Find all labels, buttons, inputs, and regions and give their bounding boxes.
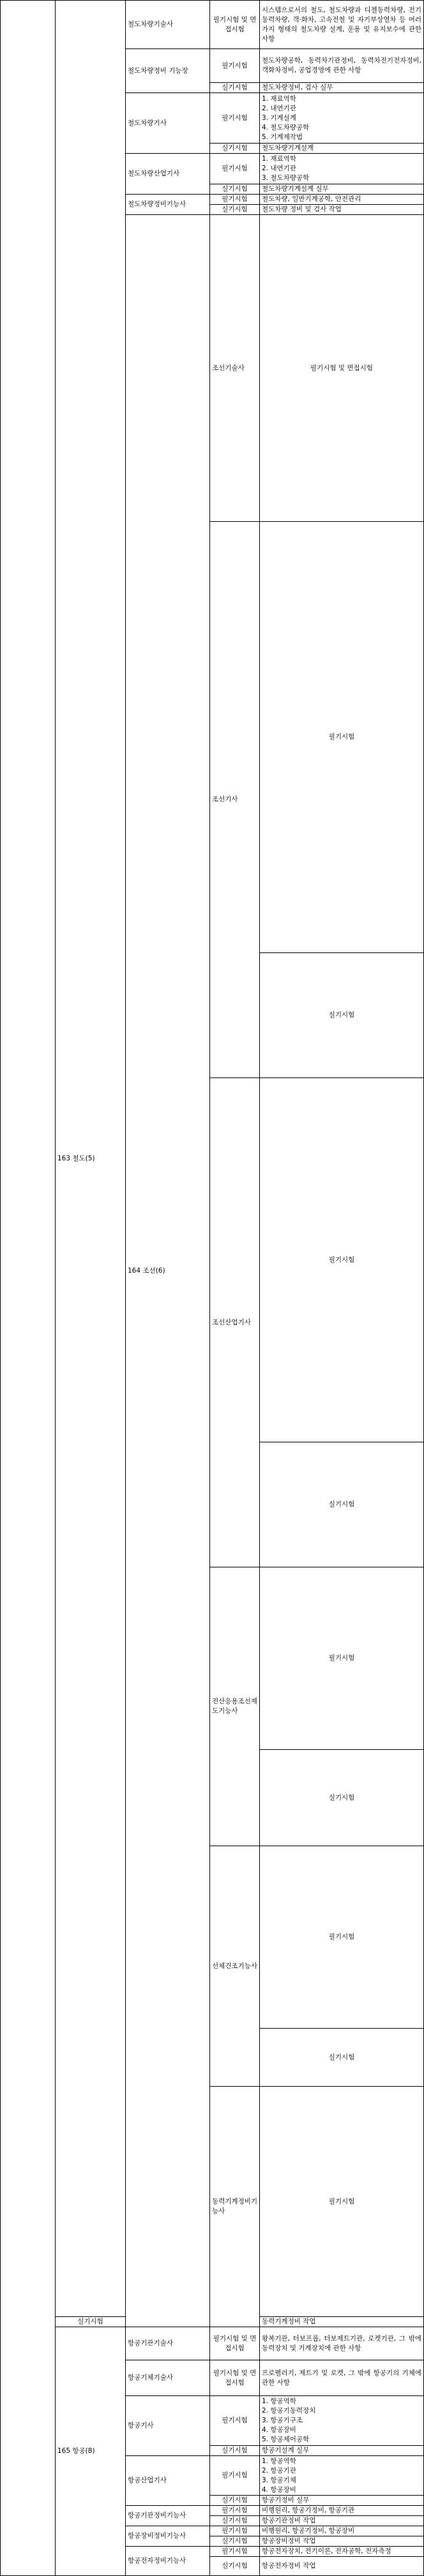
certification-name: 철도차량기사 xyxy=(126,93,210,154)
table-row xyxy=(1,2327,424,2360)
subject-line: 3. 기계설계 xyxy=(262,114,296,122)
exam-subjects: 항공전자장치, 전기이론, 전자공학, 전자측정 xyxy=(260,2547,424,2557)
subject-line: 2. 항공기동력장치 xyxy=(262,2407,316,2415)
subject-line: 1. 재료역학 xyxy=(262,155,296,163)
certification-name: 항공산업기사 xyxy=(126,2456,210,2506)
exam-type: 필기시험 xyxy=(260,2087,424,2317)
exam-subjects: 철도차량 정비 및 검사 작업 xyxy=(260,205,424,215)
exam-type: 실기시험 xyxy=(260,1750,424,1846)
exam-type: 실기시험 xyxy=(56,2317,126,2327)
exam-subjects: 철도차량정비, 검사 실무 xyxy=(260,83,424,93)
exam-subjects-list xyxy=(260,2396,424,2446)
subject-line: 5. 기계제작법 xyxy=(262,133,303,141)
certification-name: 철도차량산업기사 xyxy=(126,154,210,195)
exam-type: 실기시험 xyxy=(260,953,424,1078)
exam-type: 필기시험 xyxy=(210,2547,260,2557)
exam-subjects: 항공기설계 실무 xyxy=(260,2446,424,2456)
exam-subjects-list xyxy=(260,93,424,144)
exam-subjects: 철도차량기계설계 xyxy=(260,144,424,154)
exam-subjects: 항공기관정비 작업 xyxy=(260,2516,424,2526)
left-margin xyxy=(1,1,56,2576)
exam-subjects: 철도차량공학, 동력차기관정비, 동력차전기전자정비, 객화차정비, 공업경영에 관한 사항 xyxy=(260,49,424,83)
exam-type: 필기시험 및 면접시험 xyxy=(210,2327,260,2360)
exam-type: 필기시험 xyxy=(210,49,260,83)
subject-line: 1. 재료역학 xyxy=(262,94,296,103)
subject-line: 1. 항공역학 xyxy=(262,2457,296,2465)
exam-type: 필기시험 및 면접시험 xyxy=(210,1,260,49)
exam-type: 필기시험 xyxy=(260,522,424,953)
certification-name: 항공장비정비기능사 xyxy=(126,2526,210,2547)
exam-type: 실기시험 xyxy=(210,2536,260,2547)
certification-name: 항공기사 xyxy=(126,2396,210,2456)
exam-subjects: 시스템으로서의 철도, 철도차량과 디젤동력차량, 전기동력차량, 객·화차, 고속전철 및 자기부상열차 등 여러가지 형태의 철도차량 설계, 운용 및 유지보수에 관한 사항 xyxy=(260,1,424,49)
certification-name: 선체건조기능사 xyxy=(210,1846,260,2087)
exam-subjects: 항공전자정비 작업 xyxy=(260,2557,424,2576)
subject-line: 3. 철도차량공학 xyxy=(262,174,310,182)
exam-subjects: 항공기정비 실무 xyxy=(260,2496,424,2506)
exam-type: 실기시험 xyxy=(210,144,260,154)
subject-line: 2. 내연기관 xyxy=(262,104,296,112)
exam-type: 실기시험 xyxy=(210,184,260,195)
certification-name: 조선기술사 xyxy=(210,215,260,522)
subject-line: 2. 내연기관 xyxy=(262,165,296,172)
table-row xyxy=(1,1,424,49)
subject-line: 3. 항공기구조 xyxy=(262,2417,303,2424)
exam-type: 필기시험 xyxy=(260,1846,424,2029)
certification-name: 조선산업기사 xyxy=(210,1078,260,1567)
exam-type: 필기시험 xyxy=(210,2526,260,2536)
subject-line: 5. 항공제어공학 xyxy=(262,2436,310,2443)
certification-name: 철도차량정비 기능장 xyxy=(126,49,210,93)
exam-subjects: 동력기계정비 작업 xyxy=(260,2317,424,2327)
certification-name: 조선기사 xyxy=(210,522,260,1078)
exam-subjects: 철도차량기계설계 실무 xyxy=(260,184,424,195)
exam-type: 실기시험 xyxy=(260,1442,424,1567)
exam-subjects-list xyxy=(260,154,424,184)
certification-name: 철도차량기술사 xyxy=(126,1,210,49)
exam-type: 실기시험 xyxy=(210,2557,260,2576)
subject-line: 1. 항공역학 xyxy=(262,2397,296,2405)
exam-subjects: 비행원리, 항공기정비, 항공장비 xyxy=(260,2526,424,2536)
certification-name: 철도차량정비기능사 xyxy=(126,195,210,215)
exam-subjects: 왕복기관, 터보프롭, 터보제트기관, 로켓기관, 그 밖에 동력장치 및 기계장치에 관한 사항 xyxy=(260,2327,424,2360)
subject-line: 4. 항공장비 xyxy=(262,2485,296,2494)
subject-line: 2. 항공기관 xyxy=(262,2466,296,2475)
exam-type: 실기시험 xyxy=(260,2029,424,2087)
subject-line: 3. 항공기체 xyxy=(262,2476,296,2484)
exam-type: 필기시험 xyxy=(210,195,260,205)
subject-line: 4. 철도차량공학 xyxy=(262,123,310,131)
exam-type: 실기시험 xyxy=(210,205,260,215)
exam-type: 실기시험 xyxy=(210,83,260,93)
exam-subjects: 비행원리, 항공기정비, 항공기관 xyxy=(260,2506,424,2516)
exam-subjects-list xyxy=(260,2456,424,2496)
certification-name: 항공기관기술사 xyxy=(126,2327,210,2360)
exam-type: 필기시험 xyxy=(210,2456,260,2496)
exam-subjects: 항공장비정비 작업 xyxy=(260,2536,424,2547)
exam-type: 실기시험 xyxy=(210,2496,260,2506)
certification-name: 항공전자정비기능사 xyxy=(126,2547,210,2576)
category-cell: 164 조선(6) xyxy=(126,215,210,2327)
exam-type: 필기시험 xyxy=(260,1078,424,1442)
exam-subjects: 프로펠러기, 제트기 및 로켓, 그 밖에 항공기의 기체에 관한 사항 xyxy=(260,2360,424,2396)
exam-type: 필기시험 및 면접시험 xyxy=(260,215,424,522)
subject-line: 4. 항공장비 xyxy=(262,2426,296,2434)
exam-type: 실기시험 xyxy=(210,2516,260,2526)
exam-type: 필기시험 및 면접시험 xyxy=(210,2360,260,2396)
exam-type: 필기시험 xyxy=(210,2506,260,2516)
exam-type: 필기시험 xyxy=(210,2396,260,2446)
certification-name: 항공기관정비기능사 xyxy=(126,2506,210,2526)
exam-type: 필기시험 xyxy=(210,154,260,184)
exam-type: 필기시험 xyxy=(260,1567,424,1750)
exam-type: 필기시험 xyxy=(210,93,260,144)
certification-name: 동력기계정비기능사 xyxy=(210,2087,260,2327)
certification-name: 전산응용조선제도기능사 xyxy=(210,1567,260,1846)
category-cell: 163 철도(5) xyxy=(56,1,126,2317)
exam-subjects: 철도차량, 일반기계공학, 안전관리 xyxy=(260,195,424,205)
exam-type: 실기시험 xyxy=(210,2446,260,2456)
certification-name: 항공기체기술사 xyxy=(126,2360,210,2396)
category-cell: 165 항공(8) xyxy=(56,2327,126,2576)
